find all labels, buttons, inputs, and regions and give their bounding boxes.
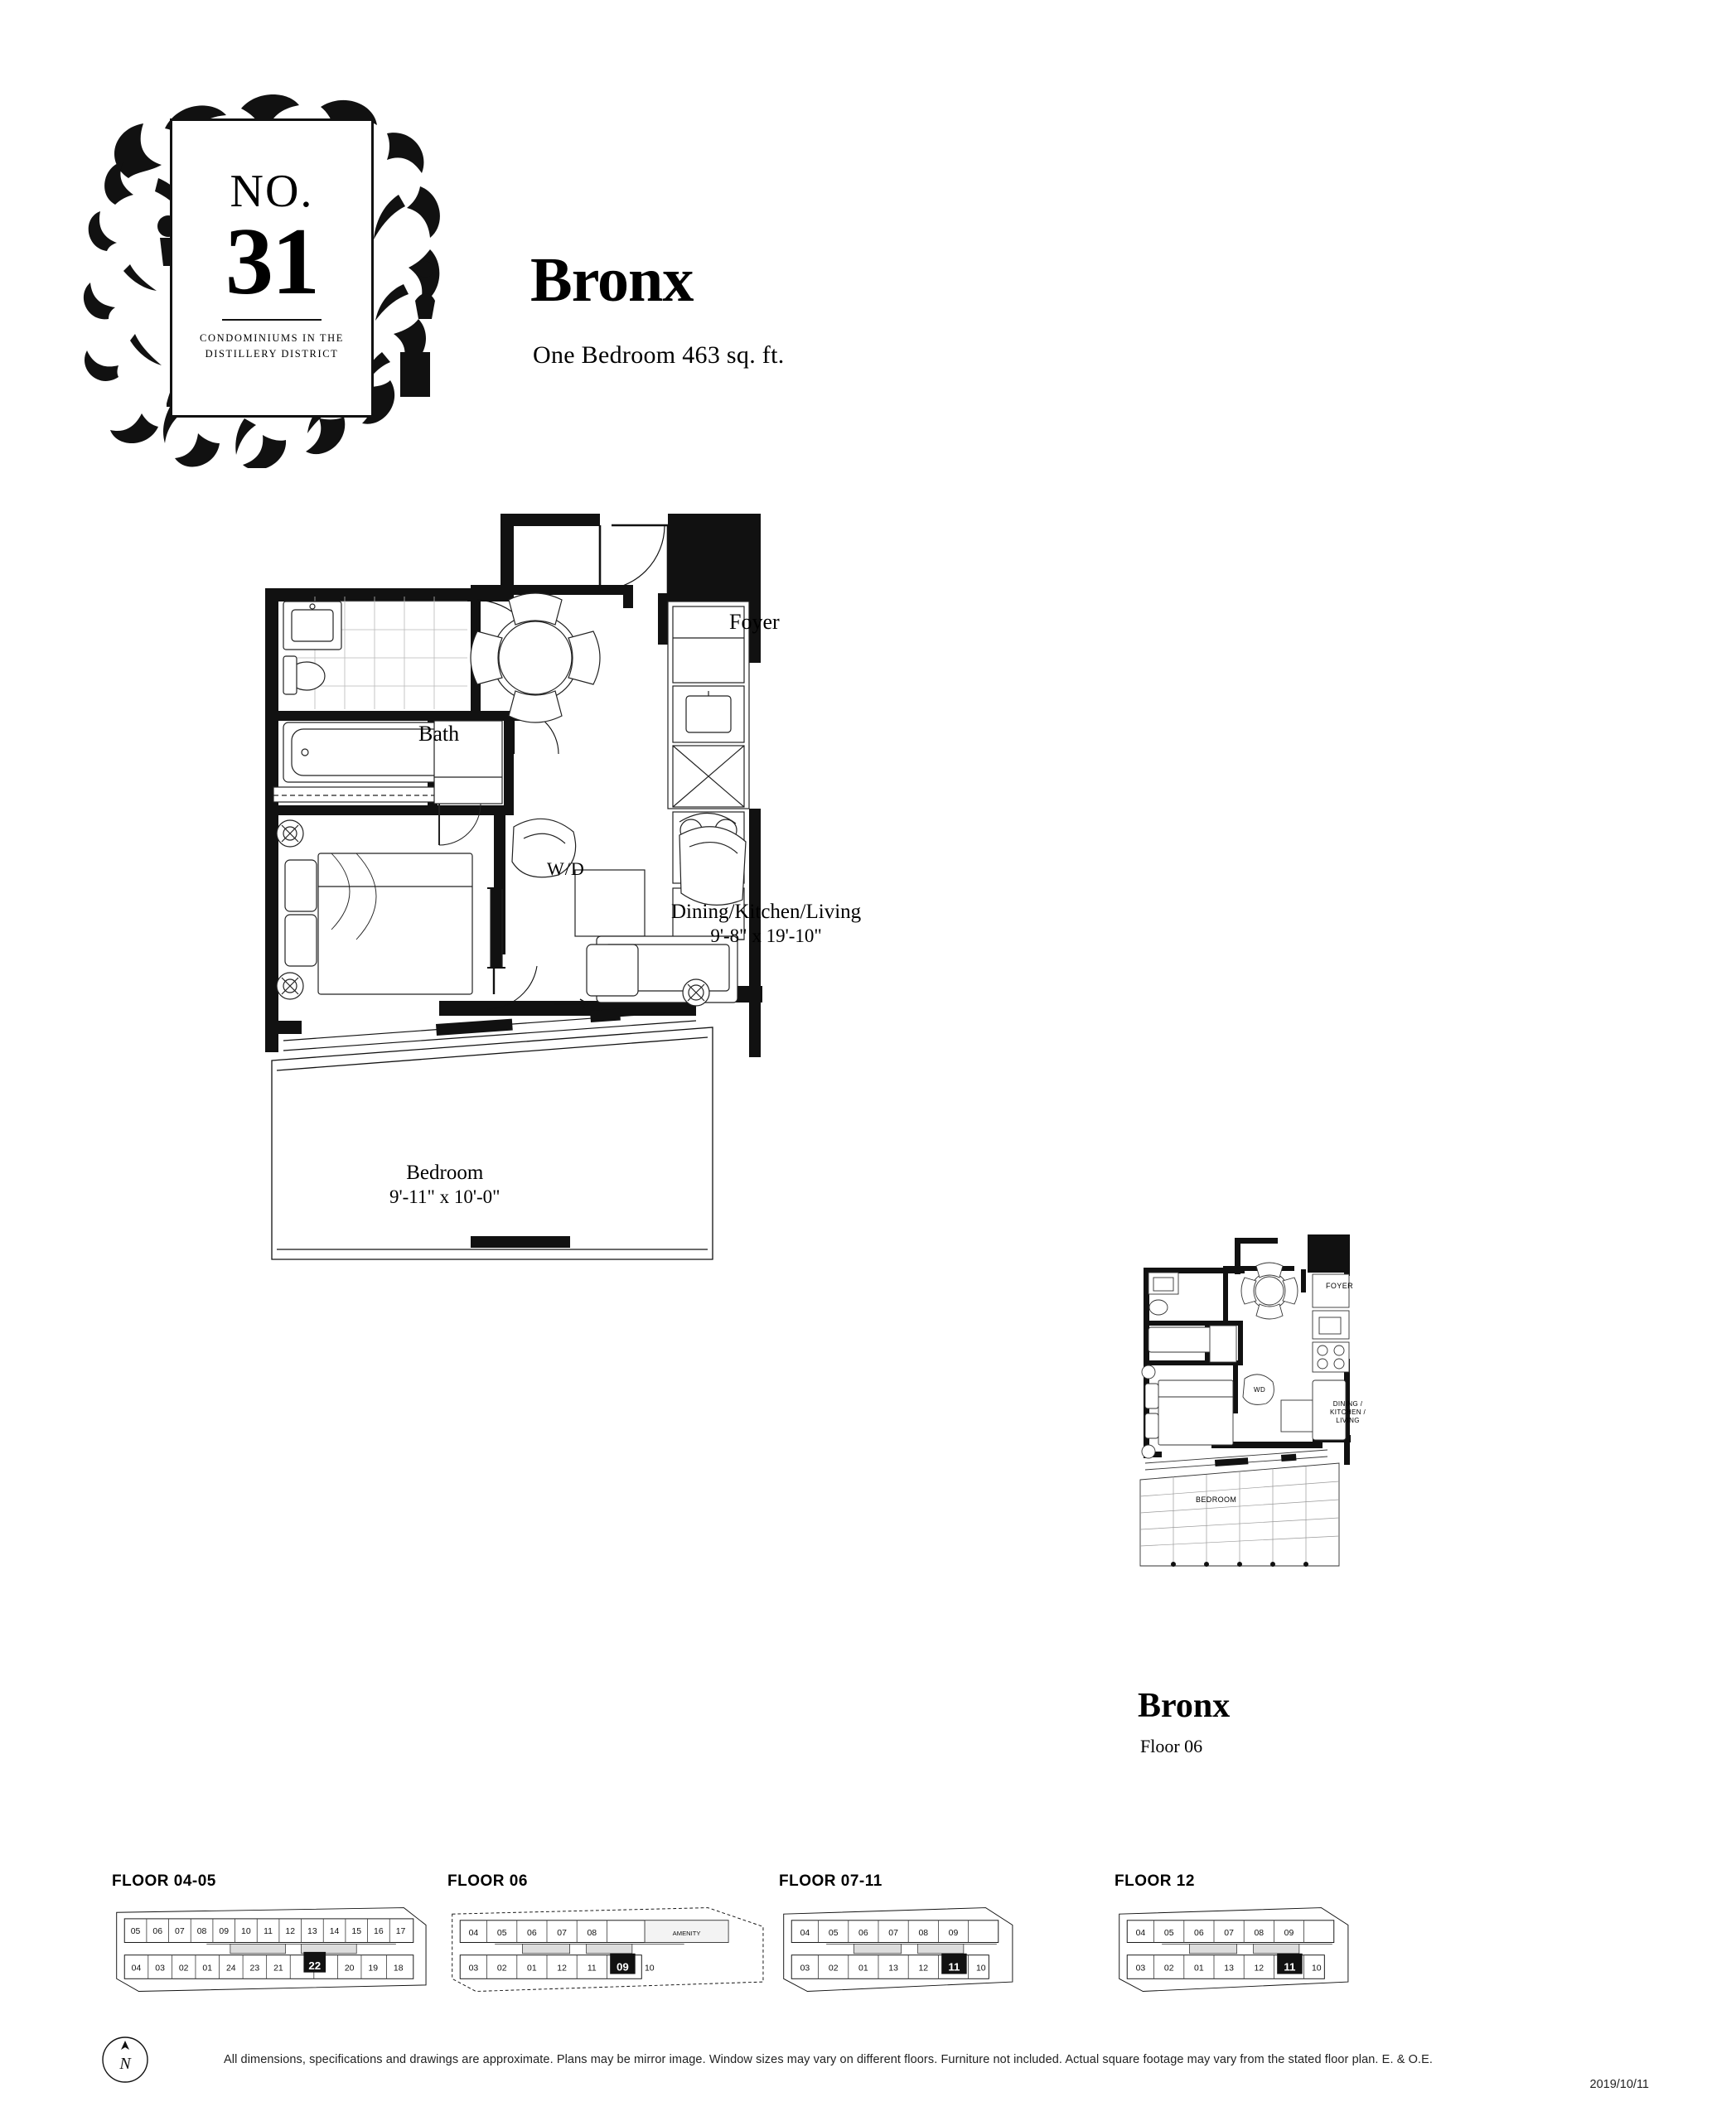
- suite-subtitle: One Bedroom 463 sq. ft.: [533, 341, 785, 369]
- svg-text:20: 20: [344, 1964, 355, 1974]
- key-label-living: DINING / KITCHEN / LIVING: [1330, 1400, 1366, 1424]
- floorplate-title: FLOOR 12: [1115, 1872, 1195, 1890]
- svg-text:AMENITY: AMENITY: [672, 1929, 701, 1937]
- svg-text:03: 03: [468, 1964, 479, 1974]
- svg-text:23: 23: [249, 1964, 260, 1974]
- svg-text:12: 12: [918, 1964, 929, 1974]
- svg-text:21: 21: [273, 1964, 283, 1974]
- disclaimer-text: All dimensions, specifications and drawings are approximate. Plans may be mirror image. Window sizes may vary on different floors. Furniture not included. Actual square footage may vary from the stated floor plan. E. & O.E.: [224, 2053, 1434, 2066]
- svg-text:22: 22: [308, 1959, 322, 1972]
- svg-text:10: 10: [1311, 1964, 1322, 1974]
- svg-text:06: 06: [858, 1928, 868, 1938]
- svg-text:08: 08: [1254, 1928, 1265, 1938]
- svg-text:12: 12: [557, 1964, 567, 1974]
- svg-text:06: 06: [527, 1928, 537, 1938]
- room-label-bath: Bath: [418, 722, 460, 746]
- page-title: Bronx: [530, 245, 694, 315]
- svg-text:07: 07: [557, 1928, 567, 1938]
- floorplate-diagram: [779, 1872, 1127, 2004]
- main-floor-plan: [265, 514, 1028, 1616]
- svg-text:05: 05: [130, 1927, 141, 1936]
- logo-card: [170, 118, 374, 418]
- floorplate-diagram: [447, 1872, 795, 2004]
- svg-text:14: 14: [329, 1927, 340, 1936]
- svg-text:07: 07: [888, 1928, 898, 1938]
- key-label-bedroom: BEDROOM: [1196, 1495, 1237, 1504]
- floorplate-svg: [779, 1901, 1110, 2000]
- room-label-dining-kitchen-living: [671, 899, 861, 949]
- svg-text:10: 10: [241, 1927, 251, 1936]
- svg-text:08: 08: [196, 1927, 207, 1936]
- logo-divider: [222, 319, 322, 321]
- svg-text:04: 04: [468, 1928, 479, 1938]
- svg-text:11: 11: [587, 1964, 597, 1974]
- living-name: Dining/Kitchen/Living: [671, 901, 862, 923]
- svg-text:13: 13: [307, 1927, 317, 1936]
- svg-text:12: 12: [1254, 1964, 1265, 1974]
- logo-number: 31: [225, 208, 318, 315]
- svg-text:24: 24: [225, 1964, 236, 1974]
- key-plan-thumbnail: [1135, 1234, 1467, 1686]
- floorplate-svg: [447, 1901, 779, 2000]
- bedroom-name: Bedroom: [406, 1162, 484, 1184]
- svg-text:03: 03: [155, 1964, 165, 1974]
- logo-tagline-line1: CONDOMINIUMS IN THE: [200, 331, 344, 344]
- svg-text:08: 08: [918, 1928, 929, 1938]
- floorplate-title: FLOOR 07-11: [779, 1872, 883, 1890]
- svg-text:11: 11: [264, 1927, 273, 1936]
- svg-text:04: 04: [1135, 1928, 1146, 1938]
- floorplate-diagram: [1115, 1872, 1463, 2004]
- svg-text:13: 13: [1224, 1964, 1234, 1974]
- svg-text:10: 10: [644, 1964, 655, 1974]
- svg-text:07: 07: [175, 1927, 185, 1936]
- svg-text:01: 01: [1194, 1964, 1204, 1974]
- svg-text:01: 01: [527, 1964, 537, 1974]
- svg-text:02: 02: [496, 1964, 507, 1974]
- logo-tagline-line2: DISTILLERY DISTRICT: [205, 347, 339, 360]
- svg-text:09: 09: [1284, 1928, 1294, 1938]
- svg-text:01: 01: [202, 1964, 213, 1974]
- svg-text:08: 08: [587, 1928, 597, 1938]
- svg-text:06: 06: [152, 1927, 163, 1936]
- logo-no-label: NO.: [230, 165, 314, 217]
- living-dimensions: 9'-8" x 19'-10": [710, 925, 822, 947]
- svg-text:09: 09: [617, 1960, 629, 1974]
- brand-logo: [79, 79, 460, 468]
- svg-text:02: 02: [178, 1964, 189, 1974]
- svg-text:16: 16: [374, 1927, 384, 1936]
- floorplate-svg: [112, 1901, 443, 2000]
- svg-text:01: 01: [858, 1964, 868, 1974]
- svg-text:06: 06: [1194, 1928, 1204, 1938]
- svg-text:18: 18: [393, 1964, 404, 1974]
- svg-text:19: 19: [368, 1964, 379, 1974]
- north-arrow-icon: [99, 2034, 151, 2085]
- floorplate-title: FLOOR 04-05: [112, 1872, 216, 1890]
- svg-text:N: N: [119, 2055, 131, 2073]
- svg-text:15: 15: [351, 1927, 362, 1936]
- floorplate-title: FLOOR 06: [447, 1872, 528, 1890]
- svg-text:05: 05: [496, 1928, 507, 1938]
- bedroom-dimensions: 9'-11" x 10'-0": [389, 1186, 500, 1208]
- svg-text:17: 17: [395, 1927, 406, 1936]
- svg-text:05: 05: [828, 1928, 839, 1938]
- room-label-washer-dryer: W/D: [547, 858, 585, 879]
- svg-text:13: 13: [888, 1964, 898, 1974]
- svg-text:05: 05: [1163, 1928, 1174, 1938]
- svg-text:03: 03: [1135, 1964, 1146, 1974]
- svg-text:02: 02: [828, 1964, 839, 1974]
- svg-text:07: 07: [1224, 1928, 1234, 1938]
- svg-text:09: 09: [219, 1927, 230, 1936]
- svg-text:04: 04: [131, 1964, 142, 1974]
- svg-text:11: 11: [1284, 1960, 1296, 1974]
- svg-text:10: 10: [975, 1964, 986, 1974]
- key-label-foyer: FOYER: [1326, 1282, 1354, 1290]
- key-label-washer-dryer: WD: [1254, 1386, 1266, 1394]
- key-plan-floor: Floor 06: [1140, 1736, 1203, 1756]
- svg-text:11: 11: [948, 1960, 960, 1974]
- floorplate-diagram: [112, 1872, 460, 2004]
- svg-text:02: 02: [1163, 1964, 1174, 1974]
- document-date: 2019/10/11: [1589, 2078, 1649, 2091]
- svg-text:03: 03: [800, 1964, 810, 1974]
- key-plan-title: Bronx: [1138, 1687, 1231, 1725]
- floorplate-svg: [1115, 1901, 1446, 2000]
- svg-text:04: 04: [800, 1928, 810, 1938]
- svg-text:12: 12: [285, 1927, 296, 1936]
- room-label-bedroom: [389, 1160, 500, 1210]
- room-label-foyer: Foyer: [729, 610, 780, 634]
- svg-text:09: 09: [948, 1928, 959, 1938]
